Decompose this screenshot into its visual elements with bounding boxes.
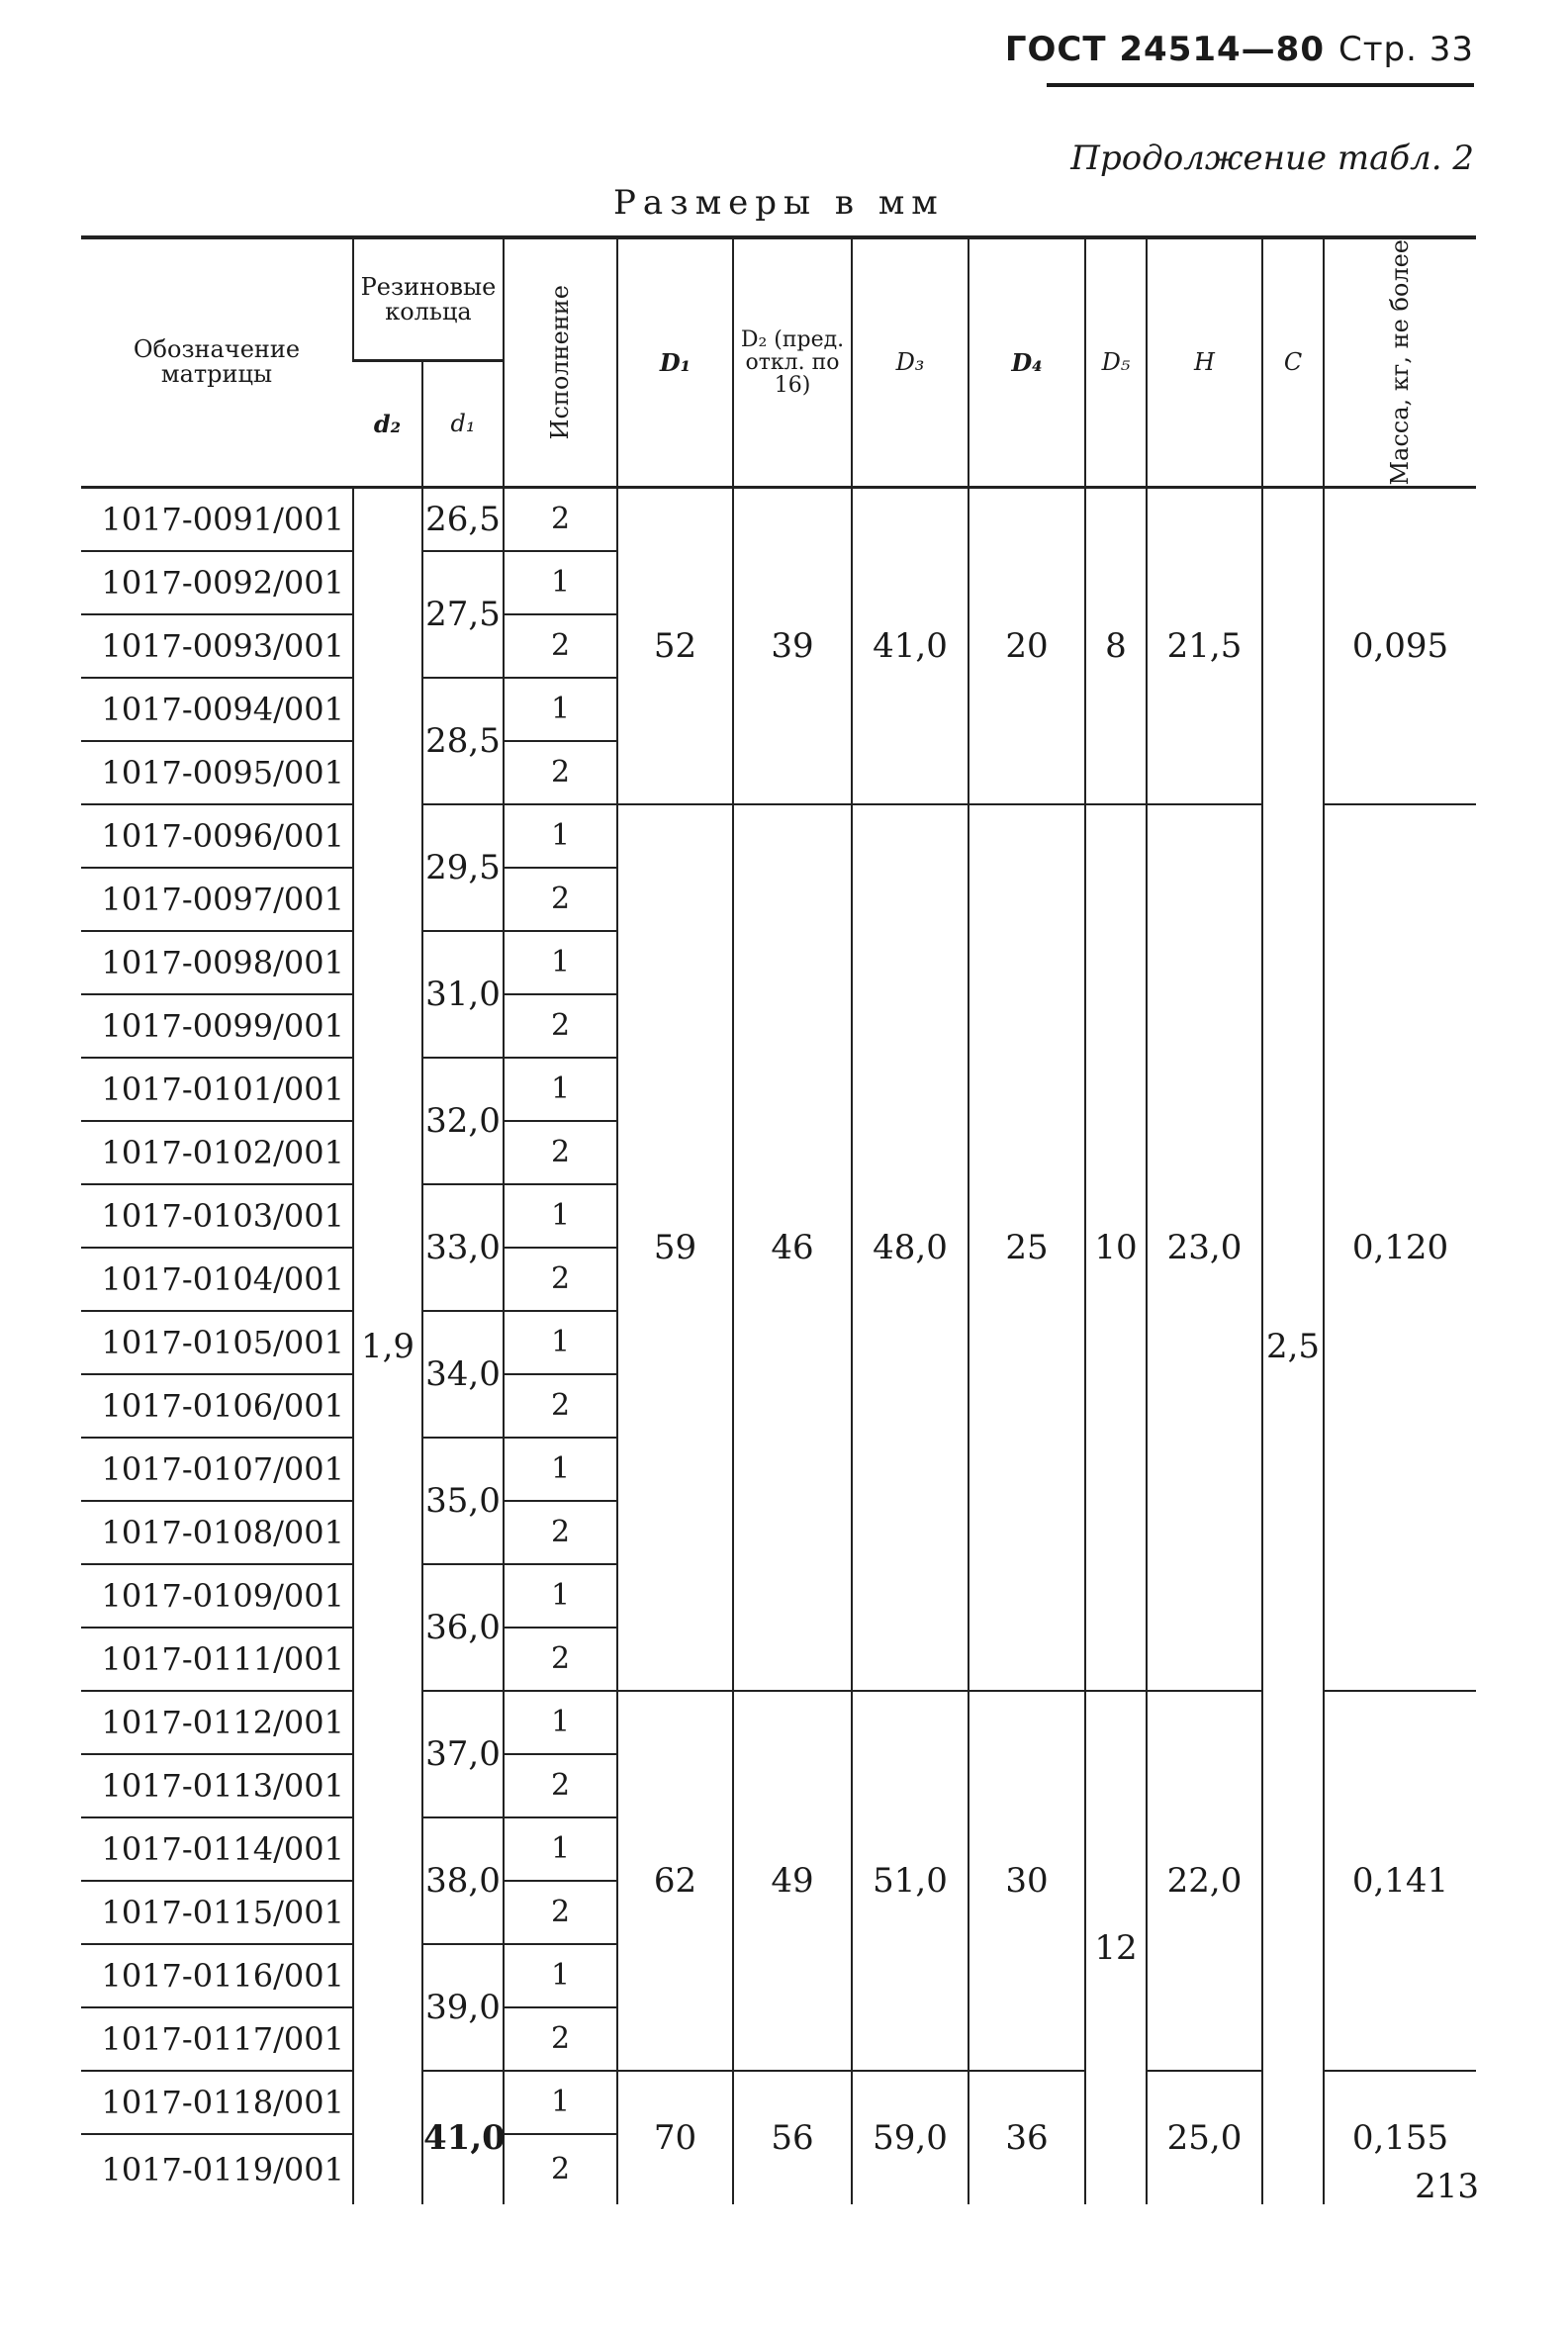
D2-cell: 46 <box>733 804 852 1691</box>
D5-cell: 8 <box>1085 487 1147 804</box>
D3-cell: 51,0 <box>852 1691 968 2071</box>
D2-cell: 56 <box>733 2071 852 2204</box>
designation-cell: 1017-0095/001 <box>81 741 353 804</box>
col-d1: d₁ <box>422 361 504 487</box>
mass-cell: 0,141 <box>1324 1691 1476 2071</box>
dimensions-table <box>81 235 1476 2204</box>
designation-cell: 1017-0097/001 <box>81 868 353 931</box>
designation-cell: 1017-0096/001 <box>81 804 353 868</box>
D4-cell: 20 <box>968 487 1085 804</box>
execution-cell: 1 <box>504 1564 617 1628</box>
D1-cell: 62 <box>617 1691 733 2071</box>
designation-cell: 1017-0102/001 <box>81 1121 353 1184</box>
designation-cell: 1017-0105/001 <box>81 1311 353 1374</box>
execution-cell: 1 <box>504 1691 617 1754</box>
designation-cell: 1017-0104/001 <box>81 1248 353 1311</box>
designation-cell: 1017-0111/001 <box>81 1628 353 1691</box>
d1-cell: 26,5 <box>422 487 504 551</box>
designation-cell: 1017-0115/001 <box>81 1881 353 1944</box>
execution-cell: 2 <box>504 1754 617 1817</box>
d1-cell: 37,0 <box>422 1691 504 1817</box>
designation-cell: 1017-0093/001 <box>81 614 353 678</box>
execution-cell: 2 <box>504 1121 617 1184</box>
d1-cell: 35,0 <box>422 1438 504 1564</box>
execution-cell: 2 <box>504 1881 617 1944</box>
designation-cell: 1017-0106/001 <box>81 1374 353 1438</box>
page-label: Стр. 33 <box>1337 30 1474 69</box>
execution-cell: 1 <box>504 1817 617 1881</box>
D4-cell: 25 <box>968 804 1085 1691</box>
col-H: H <box>1147 237 1262 487</box>
D1-cell: 70 <box>617 2071 733 2204</box>
col-designation: Обозначение матрицы <box>81 237 353 487</box>
D1-cell: 52 <box>617 487 733 804</box>
mass-cell: 0,155 <box>1324 2071 1476 2204</box>
D1-cell: 59 <box>617 804 733 1691</box>
execution-cell: 2 <box>504 868 617 931</box>
D2-cell: 49 <box>733 1691 852 2071</box>
col-d2: d₂ <box>353 361 422 487</box>
execution-cell: 1 <box>504 1184 617 1248</box>
col-C: C <box>1262 237 1324 487</box>
col-mass: Масса, кг, не более <box>1324 237 1476 487</box>
D4-cell: 36 <box>968 2071 1085 2204</box>
execution-cell: 1 <box>504 804 617 868</box>
execution-cell: 1 <box>504 2071 617 2134</box>
execution-cell: 2 <box>504 2007 617 2071</box>
standard-number: ГОСТ 24514—80 <box>1004 30 1325 69</box>
d1-cell: 39,0 <box>422 1944 504 2071</box>
page-header <box>1005 30 1474 69</box>
col-D4: D₄ <box>968 237 1085 487</box>
execution-cell: 2 <box>504 1374 617 1438</box>
execution-cell: 1 <box>504 1944 617 2007</box>
d1-cell: 33,0 <box>422 1184 504 1311</box>
col-D2: D₂ (пред. откл. по 16) <box>733 237 852 487</box>
designation-cell: 1017-0108/001 <box>81 1501 353 1564</box>
designation-cell: 1017-0117/001 <box>81 2007 353 2071</box>
designation-cell: 1017-0116/001 <box>81 1944 353 2007</box>
execution-cell: 2 <box>504 1628 617 1691</box>
D3-cell: 41,0 <box>852 487 968 804</box>
D3-cell: 48,0 <box>852 804 968 1691</box>
d1-cell: 29,5 <box>422 804 504 931</box>
execution-cell: 1 <box>504 931 617 994</box>
designation-cell: 1017-0118/001 <box>81 2071 353 2134</box>
execution-cell: 2 <box>504 2134 617 2204</box>
col-D5: D₅ <box>1085 237 1147 487</box>
designation-cell: 1017-0114/001 <box>81 1817 353 1881</box>
designation-cell: 1017-0119/001 <box>101 2150 344 2188</box>
col-execution: Исполнение <box>504 237 617 487</box>
page-number: 213 <box>1415 2167 1479 2206</box>
designation-cell: 1017-0099/001 <box>81 994 353 1058</box>
execution-cell: 2 <box>504 1501 617 1564</box>
D2-cell: 39 <box>733 487 852 804</box>
col-D3: D₃ <box>852 237 968 487</box>
H-cell: 23,0 <box>1147 804 1262 1691</box>
header-rule <box>1047 83 1474 87</box>
execution-cell: 2 <box>504 487 617 551</box>
d1-cell: 36,0 <box>422 1564 504 1691</box>
execution-cell: 2 <box>504 1248 617 1311</box>
designation-cell: 1017-0098/001 <box>81 931 353 994</box>
D3-cell: 59,0 <box>852 2071 968 2204</box>
d1-cell: 34,0 <box>422 1311 504 1438</box>
H-cell: 21,5 <box>1147 487 1262 804</box>
col-D1: D₁ <box>617 237 733 487</box>
designation-cell: 1017-0107/001 <box>81 1438 353 1501</box>
C-cell: 2,5 <box>1262 487 1324 2204</box>
d2-cell: 1,9 <box>353 487 422 2204</box>
H-cell: 25,0 <box>1147 2071 1262 2204</box>
col-rings: Резиновые кольца <box>353 237 504 361</box>
designation-cell: 1017-0092/001 <box>81 551 353 614</box>
execution-cell: 2 <box>504 994 617 1058</box>
execution-cell: 2 <box>504 614 617 678</box>
D5-cell: 12 <box>1085 1691 1147 2204</box>
units-caption: Размеры в мм <box>613 183 945 223</box>
mass-cell: 0,120 <box>1324 804 1476 1691</box>
execution-cell: 1 <box>504 1438 617 1501</box>
designation-cell: 1017-0109/001 <box>81 1564 353 1628</box>
d1-cell: 27,5 <box>422 551 504 678</box>
d1-cell: 31,0 <box>422 931 504 1058</box>
execution-cell: 1 <box>504 678 617 741</box>
designation-cell: 1017-0113/001 <box>81 1754 353 1817</box>
d1-cell: 41,0 <box>422 2071 504 2204</box>
designation-cell: 1017-0094/001 <box>81 678 353 741</box>
D4-cell: 30 <box>968 1691 1085 2071</box>
designation-cell: 1017-0101/001 <box>81 1058 353 1121</box>
mass-cell: 0,095 <box>1324 487 1476 804</box>
designation-cell: 1017-0103/001 <box>81 1184 353 1248</box>
D5-cell: 10 <box>1085 804 1147 1691</box>
H-cell: 22,0 <box>1147 1691 1262 2071</box>
table-continuation: Продолжение табл. 2 <box>1070 139 1474 178</box>
d1-cell: 32,0 <box>422 1058 504 1184</box>
designation-cell: 1017-0112/001 <box>81 1691 353 1754</box>
d1-cell: 28,5 <box>422 678 504 804</box>
execution-cell: 1 <box>504 1311 617 1374</box>
execution-cell: 1 <box>504 1058 617 1121</box>
execution-cell: 1 <box>504 551 617 614</box>
designation-cell: 1017-0091/001 <box>81 487 353 551</box>
execution-cell: 2 <box>504 741 617 804</box>
d1-cell: 38,0 <box>422 1817 504 1944</box>
